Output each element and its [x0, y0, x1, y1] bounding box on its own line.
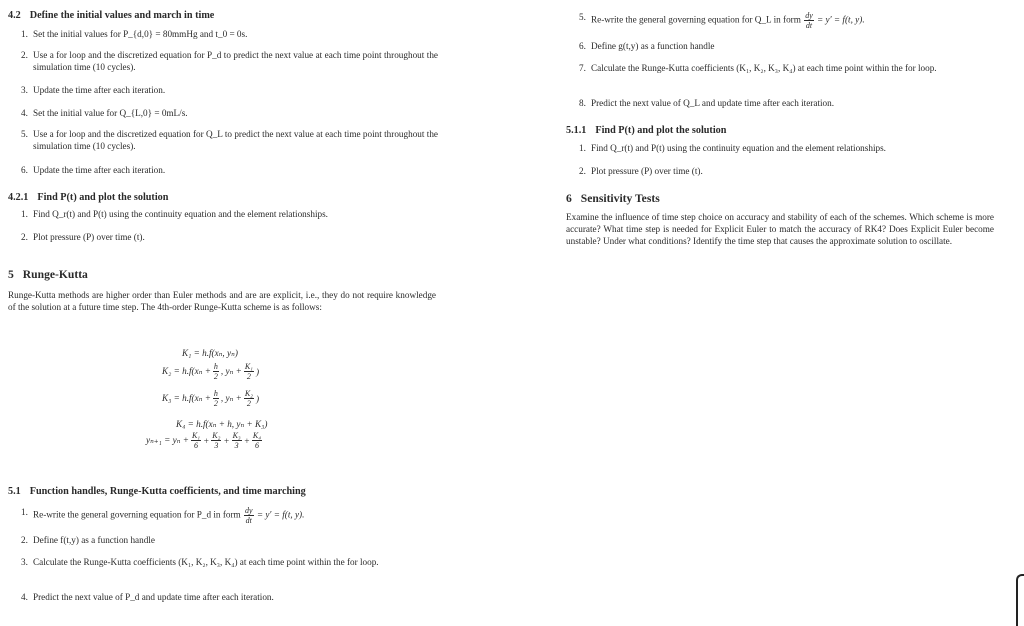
- dy-dt-fraction: [244, 506, 254, 525]
- item-number: 4.: [21, 108, 28, 118]
- section-4-2-1-heading: [8, 192, 168, 204]
- item-number: 1.: [21, 29, 28, 39]
- item-text: Use a for loop and the discretized equation for P_d to predict the next value at each time point throughout the simulation time (10 cycles).: [33, 50, 438, 72]
- frac-denominator: dt: [245, 516, 252, 525]
- item-number: 2.: [21, 535, 28, 545]
- item-text: Find Q_r(t) and P(t) using the continuity equation and the element relationships.: [591, 143, 886, 153]
- list-item: [8, 28, 438, 40]
- item-text: Calculate the Runge-Kutta coefficients (K₁, K₂, K₃, K₄) at each time point within the for loop.: [33, 557, 379, 567]
- section-5-paragraph: Runge-Kutta methods are higher order than Euler methods and are are explicit, i.e., they do not require knowledge of the solution at a future time step. The 4th-order Runge-Kutta scheme is as follows:: [8, 290, 436, 312]
- list-item: [566, 97, 996, 109]
- list-item: [8, 591, 438, 603]
- item-number: 2.: [579, 166, 586, 176]
- frac-numerator: K₁: [244, 362, 253, 371]
- eq-text: K₂ = h.f(xₙ +: [162, 366, 211, 376]
- section-number: 5.1.1: [566, 125, 587, 136]
- list-item: [8, 128, 438, 152]
- eq-plus: +: [223, 435, 230, 446]
- section-title: Find P(t) and plot the solution: [595, 125, 727, 136]
- item-text: Update the time after each iteration.: [33, 85, 166, 95]
- section-title: Runge-Kutta: [22, 268, 88, 281]
- item-number: 5.: [579, 12, 586, 22]
- section-title: Find P(t) and plot the solution: [37, 192, 169, 203]
- section-title: Sensitivity Tests: [580, 192, 660, 205]
- item-text: Re-write the general governing equation for P_d in form: [33, 509, 241, 520]
- frac-numerator: dy: [805, 11, 813, 20]
- frac-denominator: dt: [805, 21, 813, 30]
- section-number: 4.2.1: [8, 192, 29, 203]
- list-item: [8, 208, 438, 220]
- item-number: 6.: [579, 41, 586, 51]
- frac-numerator: dy: [244, 506, 253, 515]
- item-text: Re-write the general governing equation for Q_L in form: [591, 14, 801, 25]
- fraction: [244, 362, 254, 381]
- list-item: [8, 556, 438, 568]
- fraction: [213, 389, 219, 408]
- item-number: 5.: [21, 129, 28, 139]
- list-item: [566, 11, 996, 30]
- frac-denominator: 6: [254, 441, 259, 450]
- section-6-heading: [566, 193, 660, 205]
- fraction: [213, 362, 219, 381]
- item-number: 2.: [21, 232, 28, 242]
- section-number: 5.1: [8, 486, 21, 497]
- section-6-paragraph: Examine the influence of time step choice on accuracy and stability of each of the schemes. Which scheme is more accurate? What time step is needed for Explicit Euler to match the accuracy of RK4? Does Explicit Euler become unstable? Under what conditions? Identify the time step that causes the approximate solution to oscillate.: [566, 212, 994, 246]
- item-number: 6.: [21, 165, 28, 175]
- eq-plus: +: [243, 435, 250, 446]
- section-5-1-heading: [8, 486, 306, 498]
- fraction: [244, 389, 254, 408]
- frac-numerator: K₄: [252, 431, 262, 440]
- dy-dt-fraction: [804, 11, 814, 30]
- list-item: [8, 534, 438, 546]
- list-item: [8, 231, 438, 243]
- item-number: 7.: [579, 63, 586, 73]
- eq-text: ): [255, 366, 260, 377]
- item-number: 4.: [21, 592, 28, 602]
- frac-denominator: 3: [234, 441, 239, 450]
- frac-denominator: 2: [246, 399, 251, 408]
- equation-k3: [162, 389, 259, 408]
- section-number: 5: [8, 268, 14, 281]
- item-text: Define g(t,y) as a function handle: [591, 41, 715, 51]
- item-text: Predict the next value of P_d and update time after each iteration.: [33, 592, 274, 602]
- eq-text: K₃ = h.f(xₙ +: [162, 393, 211, 403]
- frac-numerator: K₁: [191, 431, 201, 440]
- frac-numerator: K₃: [232, 431, 241, 440]
- frac-numerator: h: [213, 362, 218, 371]
- item-text: Calculate the Runge-Kutta coefficients (K₁, K₂, K₃, K₄) at each time point within the for loop.: [591, 63, 937, 73]
- item-text: Find Q_r(t) and P(t) using the continuity equation and the element relationships.: [33, 209, 328, 219]
- section-number: 6: [566, 192, 572, 205]
- item-text-math: = y′ = f(t, y).: [256, 509, 305, 520]
- list-item: [8, 107, 438, 119]
- list-item: [8, 164, 438, 176]
- equation-y-next: [146, 431, 264, 450]
- section-title: Function handles, Runge-Kutta coefficients, and time marching: [29, 486, 306, 497]
- section-title: Define the initial values and march in time: [29, 10, 215, 21]
- item-text: Set the initial value for Q_{L,0} = 0mL/s.: [33, 108, 188, 118]
- frac-denominator: 2: [246, 372, 251, 381]
- item-number: 3.: [21, 85, 28, 95]
- item-number: 1.: [21, 209, 28, 219]
- fraction: [191, 431, 201, 450]
- equation-k1: K₁ = h.f(xₙ, yₙ): [182, 348, 238, 358]
- page-edge-fragment: [1016, 574, 1024, 626]
- list-item: [8, 506, 438, 525]
- item-text: Set the initial values for P_{d,0} = 80mmHg and t_0 = 0s.: [33, 29, 248, 39]
- fraction: [232, 431, 242, 450]
- item-number: 1.: [21, 507, 28, 517]
- item-text: Use a for loop and the discretized equation for Q_L to predict the next value at each time point throughout the simulation time (10 cycles).: [33, 129, 438, 151]
- item-text-math: = y′ = f(t, y).: [817, 14, 865, 25]
- frac-numerator: K₂: [212, 431, 221, 440]
- item-text: Plot pressure (P) over time (t).: [591, 166, 703, 176]
- list-item: [8, 49, 438, 73]
- section-number: 4.2: [8, 10, 21, 21]
- eq-text: ): [255, 393, 260, 404]
- item-number: 3.: [21, 557, 28, 567]
- section-4-2-heading: [8, 10, 214, 22]
- eq-text: , yₙ +: [220, 366, 242, 376]
- list-item: [566, 142, 996, 154]
- frac-denominator: 6: [194, 441, 198, 450]
- frac-denominator: 2: [213, 399, 218, 408]
- equation-k2: [162, 362, 259, 381]
- equation-k4: K₄ = h.f(xₙ + h, yₙ + K₃): [176, 419, 268, 429]
- eq-text: yₙ₊₁ = yₙ +: [146, 435, 189, 445]
- frac-numerator: K₂: [244, 389, 253, 398]
- item-text: Update the time after each iteration.: [33, 165, 166, 175]
- list-item: [566, 40, 996, 52]
- frac-denominator: 2: [213, 372, 218, 381]
- item-number: 2.: [21, 50, 28, 60]
- section-5-heading: [8, 269, 88, 281]
- list-item: [566, 165, 996, 177]
- list-item: [566, 62, 996, 74]
- frac-numerator: h: [213, 389, 218, 398]
- item-number: 1.: [579, 143, 586, 153]
- fraction: [252, 431, 262, 450]
- item-text: Plot pressure (P) over time (t).: [33, 232, 145, 242]
- section-5-1-1-heading: [566, 125, 726, 137]
- fraction: [211, 431, 221, 450]
- eq-plus: +: [203, 435, 210, 446]
- item-number: 8.: [579, 98, 586, 108]
- eq-text: , yₙ +: [220, 393, 242, 403]
- list-item: [8, 84, 438, 96]
- frac-denominator: 3: [214, 441, 219, 450]
- item-text: Predict the next value of Q_L and update time after each iteration.: [591, 98, 835, 108]
- item-text: Define f(t,y) as a function handle: [33, 535, 155, 545]
